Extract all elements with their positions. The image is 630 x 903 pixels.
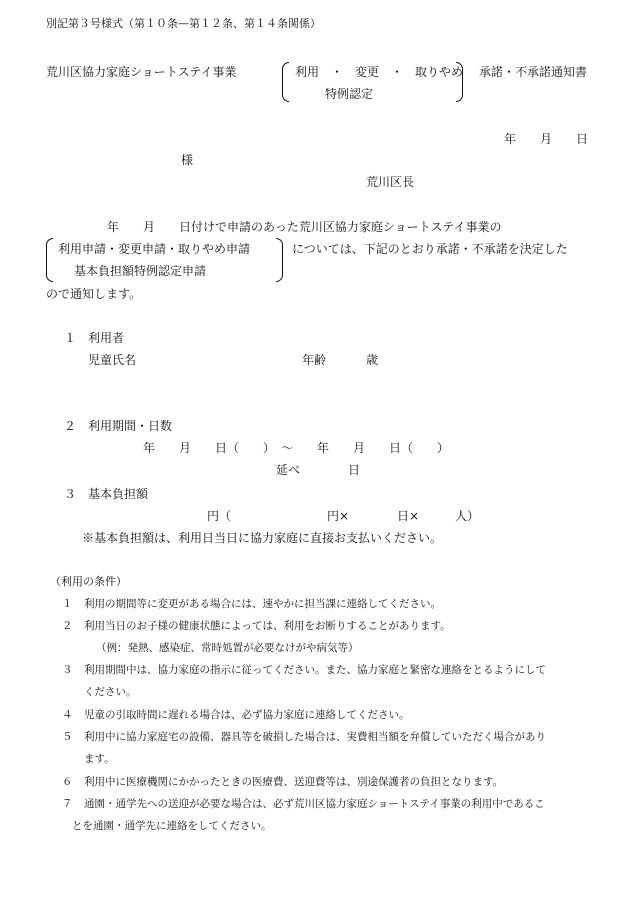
condition-cont: とを通園・通学先に連絡をしてください。 (72, 820, 272, 832)
issue-date: 年 月 日 (504, 132, 589, 146)
body-after-bracket: については、下記のとおり承諾・不承諾を決定した (292, 242, 568, 256)
issuer: 荒川区長 (366, 175, 415, 189)
condition-text: 利用の期間等に変更がある場合には、速やかに担当課に連絡してください。 (84, 598, 441, 610)
age-label: 年齢 (302, 353, 327, 367)
conditions-heading: （利用の条件） (50, 575, 127, 588)
section-fee-heading: ３ 基本負担額 (64, 487, 149, 501)
condition-text: 利用期間中は、協力家庭の指示に従ってください。また、協力家庭と緊密な連絡をとるようにして (84, 664, 546, 676)
condition-text: 利用中に医療機関にかかったときの医療費、送迎費等は、別途保護者の負担となります。 (84, 776, 504, 788)
condition-num: ３ (62, 664, 73, 676)
title-options-line2: 特例認定 (325, 87, 374, 101)
child-name-label: 児童氏名 (88, 353, 137, 367)
condition-num: ６ (62, 776, 73, 788)
body-bracket-right (276, 238, 283, 282)
condition-num: ７ (62, 798, 73, 810)
body-bracket-left (46, 238, 53, 282)
title-bracket-left (282, 62, 289, 102)
condition-num: ２ (62, 620, 73, 632)
body-bracket-line2: 基本負担額特例認定申請 (74, 264, 207, 278)
title-program: 荒川区協力家庭ショートステイ事業 (46, 65, 237, 79)
condition-sub: （例：発熱、感染症、常時処置が必要なけがや病気等） (96, 642, 359, 654)
condition-text: 児童の引取時間に遅れる場合は、必ず協力家庭に連絡してください。 (84, 709, 410, 721)
condition-cont: ます。 (84, 753, 115, 765)
section-user-heading: １ 利用者 (64, 331, 125, 345)
addressee-suffix: 様 (181, 153, 194, 167)
title-suffix: 承諾・不承諾通知書 (479, 65, 588, 79)
section-period-heading: ２ 利用期間・日数 (64, 419, 173, 433)
body-bracket-line1: 利用申請・変更申請・取りやめ申請 (58, 242, 251, 256)
condition-text: 利用中に協力家庭宅の設備、器具等を破損した場合は、実費相当額を弁償していただく場合があり (84, 731, 546, 743)
body-line1: 年 月 日付けで申請のあった荒川区協力家庭ショートステイ事業の (107, 220, 502, 234)
condition-text: 通園・通学先への送迎が必要な場合は、必ず荒川区協力家庭ショートステイ事業の利用中であるこ (84, 798, 545, 810)
condition-num: ４ (62, 709, 73, 721)
fee-note: ※基本負担額は、利用日当日に協力家庭に直接お支払いください。 (82, 531, 443, 545)
condition-num: １ (62, 598, 73, 610)
period-from-to: 年 月 日（ ） 〜 年 月 日（ ） (143, 441, 450, 455)
form-label: 別記第３号様式（第１０条—第１２条、第１４条関係） (46, 17, 321, 30)
body-last-line: ので通知します。 (46, 287, 142, 301)
condition-cont: ください。 (84, 686, 137, 698)
condition-text: 利用当日のお子様の健康状態によっては、利用をお断りすることがあります。 (84, 620, 451, 632)
fee-formula: 円（ 円× 日× 人） (207, 509, 480, 523)
title-options-line1: 利用 ・ 変更 ・ 取りやめ (295, 65, 464, 79)
condition-num: ５ (62, 731, 73, 743)
title-bracket-right (456, 62, 463, 102)
age-unit: 歳 (366, 353, 379, 367)
period-total-days: 延べ 日 (276, 463, 361, 477)
